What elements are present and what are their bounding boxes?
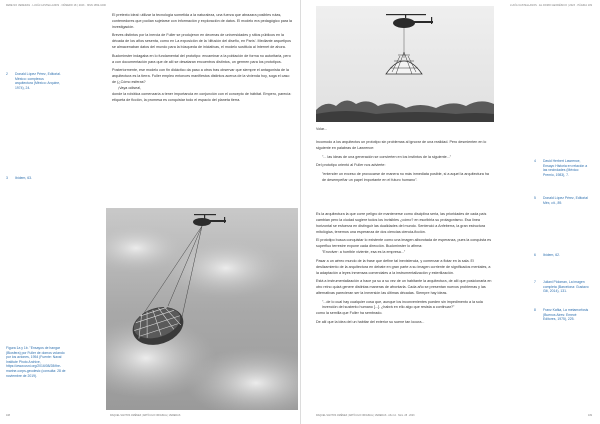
sidenote-4-text: David Herbert Lawrence, Ensayo Historia en relación a las vecindades (México: Premio, 1983), 7. <box>543 159 588 178</box>
sidenote-7-number: 7 <box>534 280 536 284</box>
folio-right: 109 <box>588 414 592 417</box>
sidenote-2-number: 2 <box>6 72 8 76</box>
right-body-text-top <box>316 140 492 186</box>
running-head-left: FEBE NO VEREDAS · LUCÍA CASTELLANOS · NÚMERO 18 | 2023 · ISSN 1852-1000 <box>6 4 106 7</box>
left-paragraph-4c: donde la robótica comenzaría a tener importancia en conjunción con el concepto de hábitat. Empero, parecía: etiqueta de ficción, la promesa es conquistar todo el espacio del planeta tierra. <box>112 91 292 102</box>
left-paragraph-2: Breves distintos por la inercia de Fuller se produjeron en decenas de universidades y sitios públicos en la década de los años sesenta, como en La exposición de la 'difusión del diseño, en París'. Mediante arquetipos se almacenaban datos del mundo para la búsqueda de iniciativas, el modelo sustituía al Internet de ahora. <box>112 33 291 50</box>
sidenote-6-number: 6 <box>534 253 536 257</box>
right-paragraph-7: De allí que la idea del un habitar del exterior su suene tan locura... <box>316 319 425 324</box>
footer-left: RAQUEL SANTOS JIMÉNEZ | ARTÍCULO ORIGINAL | VEREDAS <box>110 414 181 417</box>
helicopter-dome-photo <box>316 6 494 122</box>
sidenote-7-text: Juliani Pidoman, La imagen completa (Barcelona: Gustavo Gili, 2014), 131. <box>543 280 589 294</box>
right-paragraph-6b: como la semilla que Fuller ha sembrado. <box>316 311 383 316</box>
right-paragraph-6: Está a instrumentalización a hace ya su a su vez de un habitante la arquitectura, de allí que posicionarla en otro reino quizá genere distintas maneras de afrontarla. Cada año se presentan nuevos problemas y las alternativas parecieran ser la inmersión las últimas décadas. Siempre hay ideas. <box>316 279 492 295</box>
right-paragraph-4: El prototipo busca conquistar lo existente como una imagen alborotada de esperanza, pues la conquista es superfluo terrestre expone cada dirección. Buckminster lo afirma: <box>316 238 492 249</box>
left-paragraph-4: Posteriormente, ese modelo con fin didáctico da paso a otros tras observar que siempre el antagonista de la arquitectura es la tierra. Fuller empleo entonces manifiestos distintos acerca de la vivienda hoy, soga el caso de (¿Cómo esferas? <box>112 68 290 85</box>
left-paragraph-4b: ¡Vaya odisea!, <box>118 86 142 91</box>
right-paragraph-2: Del prototipo orientó al Fuller nos advierte: <box>316 163 386 168</box>
sidenote-3-text: Ibídem, 63. <box>15 176 32 180</box>
photo-caption-volar: Volar... <box>316 127 327 131</box>
figure-caption: Figura 1a y 1b. "Ensayos de hangar (Biosfera) por Fuller de domos volando por los aviones, 1954 (Fuente: Naval Institute Photo Archive, https://www.usni.org/2016/08/28/the-marine-corps-geodesic (consulta: 28 de noviembre de 2019). <box>6 346 66 378</box>
sidenote-5-number: 5 <box>534 196 536 200</box>
right-quote-3: "Envolver: a horrible viviente, esa es la empresa..." <box>322 250 406 255</box>
left-body-text-top <box>112 13 292 106</box>
right-body-text-mid <box>316 212 492 329</box>
sidenote-6-text: Ibídem, 62. <box>543 253 560 257</box>
right-page <box>300 0 600 424</box>
left-paragraph-intro: El pretexto ideal: utilizar la tecnología sometida a la naturaleza, una fuerza que abrazara posibles rutas, contenedores que podían sujetarse con información y exploración de datos. El modelo era pedagógico para la investigación. <box>112 13 292 29</box>
footer-right: RAQUEL SANTOS JIMÉNEZ | ARTÍCULO ORIGINAL | VEREDAS · Año 14 · Núm. 28 · 2023 <box>316 414 415 417</box>
right-quote-4: "...de lo cual hay cualquier cosa que, aunque los inconvenientes pueden sin impedimento a la sola invención del sustento humano [...]. ¿habrá en ello algo que resista a continuar?" <box>322 299 483 310</box>
left-paragraph-3: Buckminster indagaba en lo fundamental del prototipo: encaminar a la población de forma no autoritaria, pero a con documentación para que de allí se desataran encuentros distintos, un germen para los prototipos. <box>112 53 291 64</box>
sidenote-8-number: 8 <box>534 308 536 312</box>
running-head-right: LUCÍA CASTELLANOS · EL DOMO GEODÉSICO | 2023 · PÁGINA 109 <box>510 4 592 7</box>
sidenote-2-text: Donald López Pérez, Editorial. México: complexus arquitectura (México: Arquine, 1974), 24. <box>15 72 61 91</box>
folio-left: 108 <box>6 414 10 417</box>
sidenote-3-number: 3 <box>6 176 8 180</box>
right-paragraph-3: Es la arquitectura la que corre peligro de mantenerse como disciplina seria, las prioridades de cada país cambian pero la ciudad sugiere todos los invisibles ¿cómo? en escribirla su protagonismo. Esa línea horizontal se esfuerza en distinguir las dualidades del mundo. Sentenció a Anfeberra, la gran estructura mitológica, tenemos una esperanza de dos ciencias ciencia-ficción. <box>316 212 487 234</box>
right-paragraph-5: Pasar a un aéreo mundo de la frase que define tal inexistencia, y comenzar a flotar en la sala. El deslizamiento de la arquitectura en debate en gran parte a su imagen corriente de significados mentales, a la adaptación a leyes inmensas comerciales a la instrumentalización y esterilización. <box>316 258 491 275</box>
sidenote-5-text: Donald López Pérez, Editorial Méx, cit., 89. <box>543 196 588 205</box>
right-quote-1: "... las ideas de una generación se convierten en los instintos de la siguiente..." <box>322 154 452 159</box>
sidenote-4-number: 4 <box>534 159 536 163</box>
sidenote-8-text: Franz Kafka, La metamorfosis (Buenos Aires: Emecé Editores, 1975), 225. <box>543 308 589 322</box>
right-quote-2: "entender un exceso de provocarse de manera no más inmediata posible, si a aquel la arquitectura ha de desempeñar un papel importante en el futuro humano". <box>322 171 489 182</box>
right-paragraph-1: Incomodo a los arquitectos un prototipo sin problemas al ignorar de una realidad. Pero desmienten en lo siguiente en palabras de Lawrence: <box>316 140 487 150</box>
dome-helicopter-photo <box>106 208 298 410</box>
